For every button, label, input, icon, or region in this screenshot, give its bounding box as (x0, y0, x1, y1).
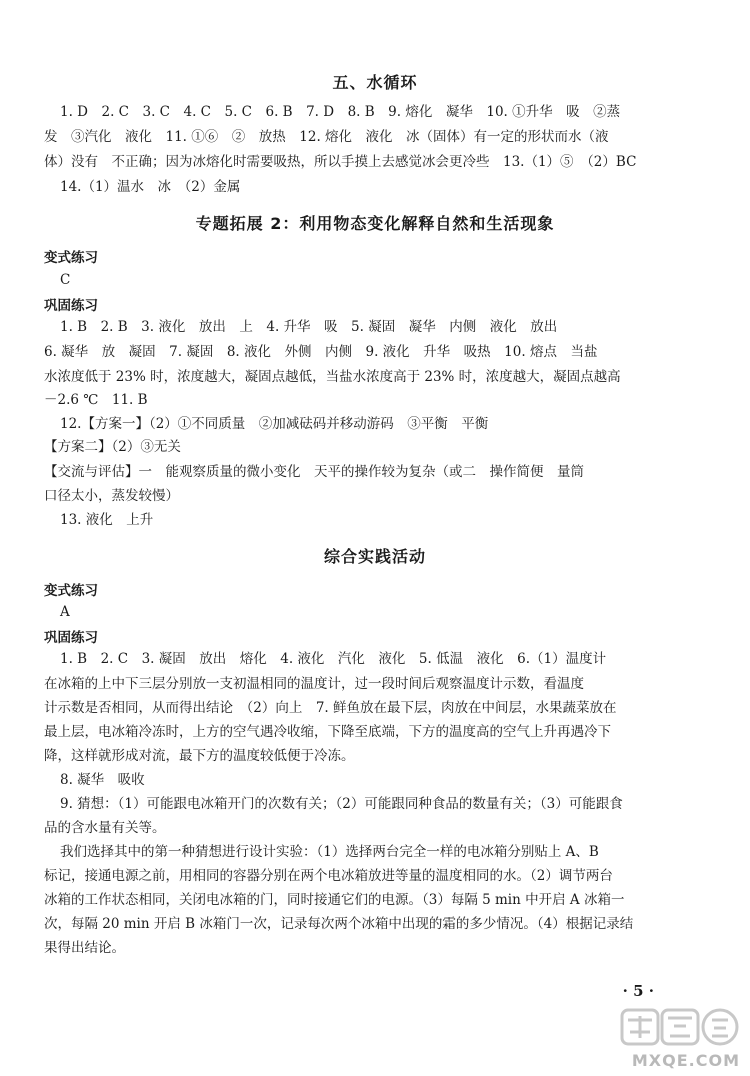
answer-line: －2.6 ℃ 11. B (44, 392, 148, 408)
subheading-consolidation-practice: 巩固练习 (44, 298, 98, 314)
subheading-consolidation-practice: 巩固练习 (44, 630, 98, 646)
answer-line: 体）没有 不正确；因为冰熔化时需要吸热，所以手摸上去感觉冰会更冷些 13.（1）⑤ （2）BC (44, 154, 637, 170)
answer-line: 12.【方案一】（2）①不同质量 ②加减砝码并移动游码 ③平衡 平衡 (60, 416, 489, 432)
answer-line: 【交流与评估】一 能观察质量的微小变化 天平的操作较为复杂（或二 操作简便 量筒 (44, 464, 584, 480)
answer-line: 品的含水量有关等。 (44, 820, 166, 836)
answer-line: 果得出结论。 (44, 940, 125, 956)
answer-line: 9. 猜想：（1）可能跟电冰箱开门的次数有关；（2）可能跟同种食品的数量有关；（3）可能跟食 (60, 796, 623, 812)
watermark-text: MXQE.COM (631, 1051, 740, 1070)
answer-line: C (60, 272, 71, 288)
answer-line: 最上层，电冰箱冷冻时，上方的空气遇冷收缩，下降至底端，下方的温度高的空气上升再遇冷下 (44, 724, 611, 740)
subheading-variant-practice: 变式练习 (44, 250, 98, 266)
answer-line: 在冰箱的上中下三层分别放一支初温相同的温度计，过一段时间后观察温度计示数，看温度 (44, 676, 584, 692)
answer-line: 水浓度低于 23% 时，浓度越大，凝固点越低，当盐水浓度高于 23% 时，浓度越大，凝固点越高 (44, 369, 621, 385)
answer-line: A (60, 604, 70, 620)
answer-line: 8. 凝华 吸收 (60, 772, 145, 788)
answer-line: 发 ③汽化 液化 11. ①⑥ ② 放热 12. 熔化 液化 冰（固体）有一定的形状而水（液 (44, 129, 609, 145)
answer-line: 13. 液化 上升 (60, 512, 154, 528)
subheading-variant-practice: 变式练习 (44, 583, 98, 599)
answer-line: 次，每隔 20 min 开启 B 冰箱门一次，记录每次两个冰箱中出现的霜的多少情况。（4）根据记录结 (44, 916, 634, 932)
answer-line: 冰箱的工作状态相同，关闭电冰箱的门，同时接通它们的电源。（3）每隔 5 min 中开启 A 冰箱一 (44, 892, 625, 908)
page-number: · 5 · (622, 982, 654, 1000)
section-title-practice-activity: 综合实践活动 (323, 547, 426, 566)
answer-line: 1. D 2. C 3. C 4. C 5. C 6. B 7. D 8. B 9. 熔化 凝华 10. ①升华 吸 ②蒸 (60, 104, 621, 120)
section-title-topic-extension: 专题拓展 2：利用物态变化解释自然和生活现象 (195, 214, 555, 233)
answer-line: 降，这样就形成对流，最下方的温度较低便于冷冻。 (44, 748, 355, 764)
section-title-water-cycle: 五、水循环 (332, 73, 418, 92)
answer-line: 【方案二】（2）③无关 (44, 439, 181, 455)
answer-line: 1. B 2. C 3. 凝固 放出 熔化 4. 液化 汽化 液化 5. 低温 液化 6.（1）温度计 (60, 651, 607, 667)
answer-line: 6. 凝华 放 凝固 7. 凝固 8. 液化 外侧 内侧 9. 液化 升华 吸热 10. 熔点 当盐 (44, 344, 598, 360)
answer-line: 我们选择其中的第一种猜想进行设计实验：（1）选择两台完全一样的电冰箱分别贴上 A、B (60, 844, 599, 860)
answer-line: 1. B 2. B 3. 液化 放出 上 4. 升华 吸 5. 凝固 凝华 内侧 液化 放出 (60, 319, 558, 335)
answer-line: 标记，接通电源之前，用相同的容器分别在两个电冰箱放进等量的温度相同的水。（2）调节两台 (44, 868, 613, 884)
answer-line: 计示数是否相同，从而得出结论 （2）向上 7. 鲜鱼放在最下层，肉放在中间层，水果蔬菜放在 (44, 700, 617, 716)
answer-line: 14.（1）温水 冰 （2）金属 (60, 179, 241, 195)
answer-line: 口径太小，蒸发较慢） (44, 488, 179, 504)
